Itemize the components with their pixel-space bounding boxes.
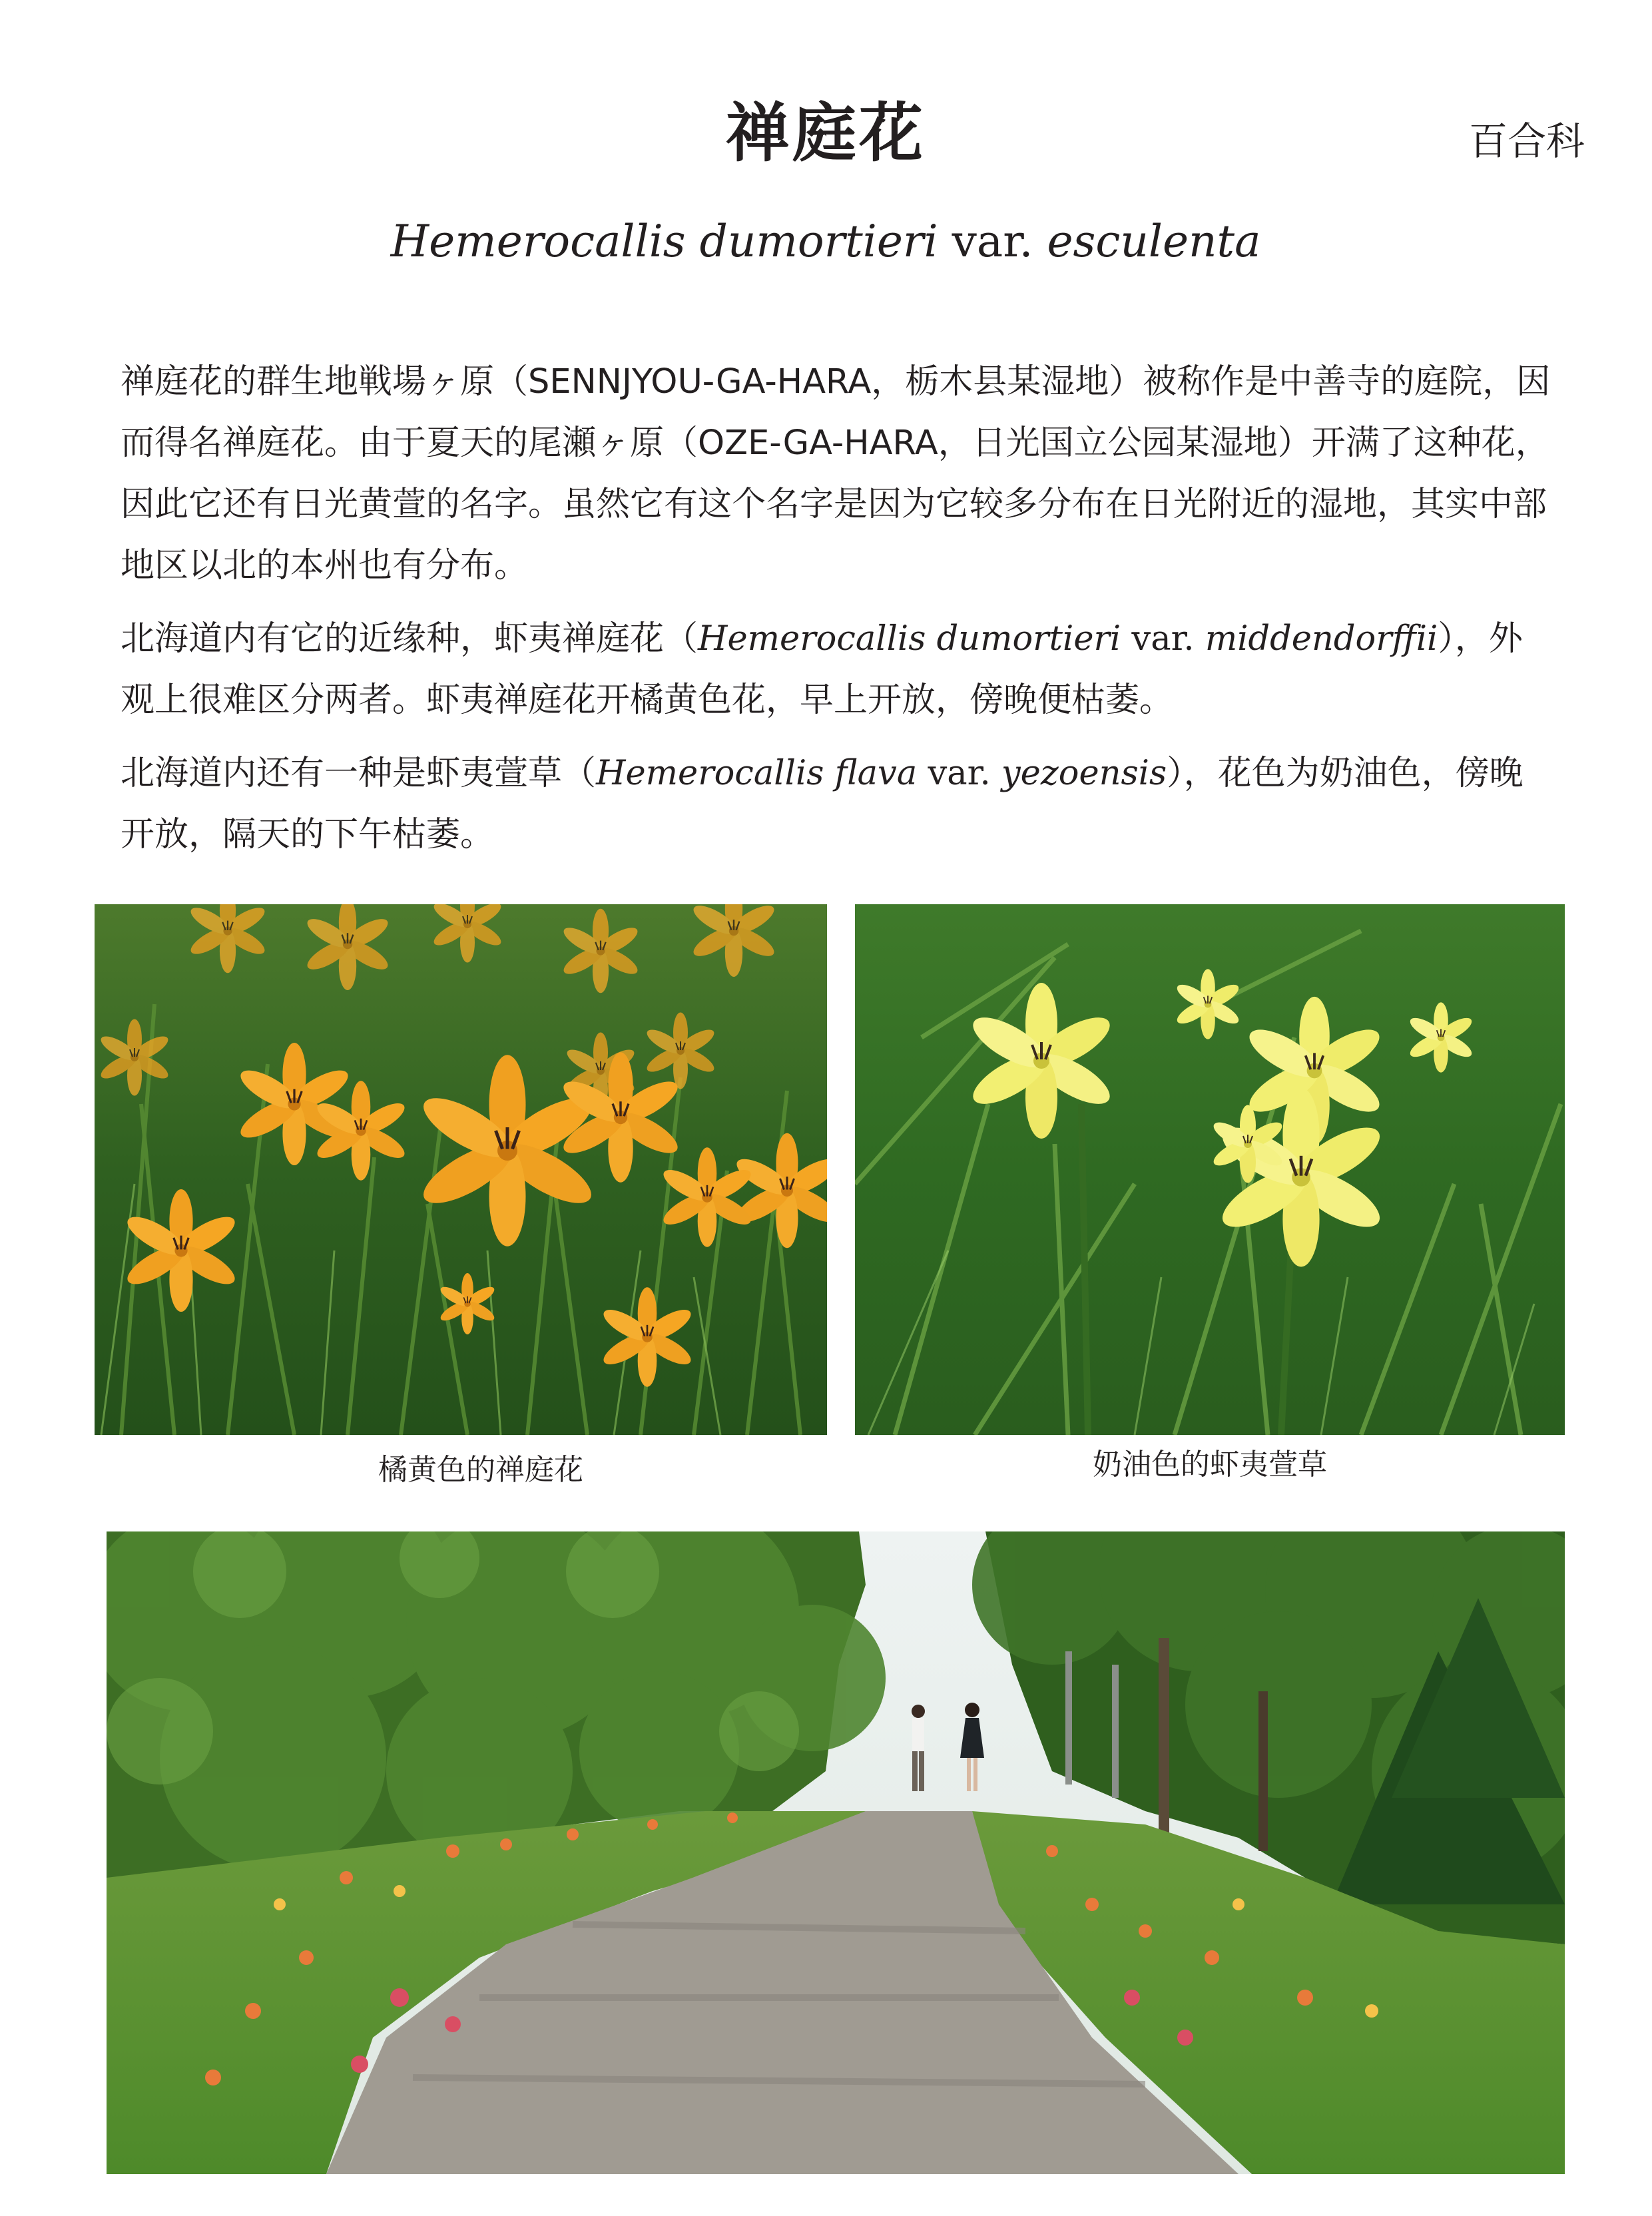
family-label: 百合科	[1468, 119, 1585, 164]
paragraph-1: 禅庭花的群生地戦場ヶ原（SENNJYOU-GA-HARA，栃木县某湿地）被称作是中善寺的庭院，因而得名禅庭花。由于夏天的尾瀬ヶ原（OZE-GA-HARA，日光国立公园某湿地）开满了这种花，因此它还有日光黄萱的名字。虽然它有这个名字是因为它较多分布在日光附近的湿地，其实中部地区以北的本州也有分布。	[121, 362, 1551, 585]
orange-daylily-photo	[95, 904, 827, 1435]
paragraph-3-variety: yezoensis	[1001, 754, 1167, 793]
orange-daylily-caption: 橘黄色的禅庭花	[378, 1453, 583, 1487]
garden-path-photo	[107, 1531, 1565, 2174]
cream-daylily-photo	[855, 904, 1565, 1435]
paragraph-3-rank: var.	[917, 754, 1001, 793]
scientific-name-variety: esculenta	[1047, 216, 1261, 267]
paragraph-2	[121, 609, 1552, 731]
paragraph-3	[121, 743, 1552, 866]
paragraph-2-rank: var.	[1121, 619, 1205, 659]
paragraph-3-tail: ），花色为奶油色，傍晚开放，隔天的下午枯萎。	[121, 754, 1523, 854]
garden-path-image	[107, 1531, 1565, 2174]
page-title: 禅庭花	[726, 96, 926, 170]
scientific-name-rank: var.	[952, 216, 1033, 267]
paragraph-2-lead: 北海道内有它的近缘种，虾夷禅庭花（	[121, 619, 698, 659]
description-body	[121, 352, 1552, 878]
paragraph-2-variety: middendorffii	[1205, 619, 1438, 659]
cream-daylily-caption: 奶油色的虾夷萱草	[1093, 1448, 1327, 1482]
scientific-name-genus-species: Hemerocallis dumortieri	[390, 216, 938, 267]
paragraph-2-sci-name: Hemerocallis dumortieri	[698, 619, 1121, 659]
orange-daylily-image	[95, 904, 827, 1435]
paragraph-3-lead: 北海道内还有一种是虾夷萱草（	[121, 754, 597, 793]
paragraph-3-sci-name: Hemerocallis flava	[596, 754, 918, 793]
cream-daylily-image	[855, 904, 1565, 1435]
scientific-name	[333, 205, 1318, 278]
paragraph-2-tail: ），外观上很难区分两者。虾夷禅庭花开橘黄色花，早上开放，傍晚便枯萎。	[121, 619, 1523, 720]
